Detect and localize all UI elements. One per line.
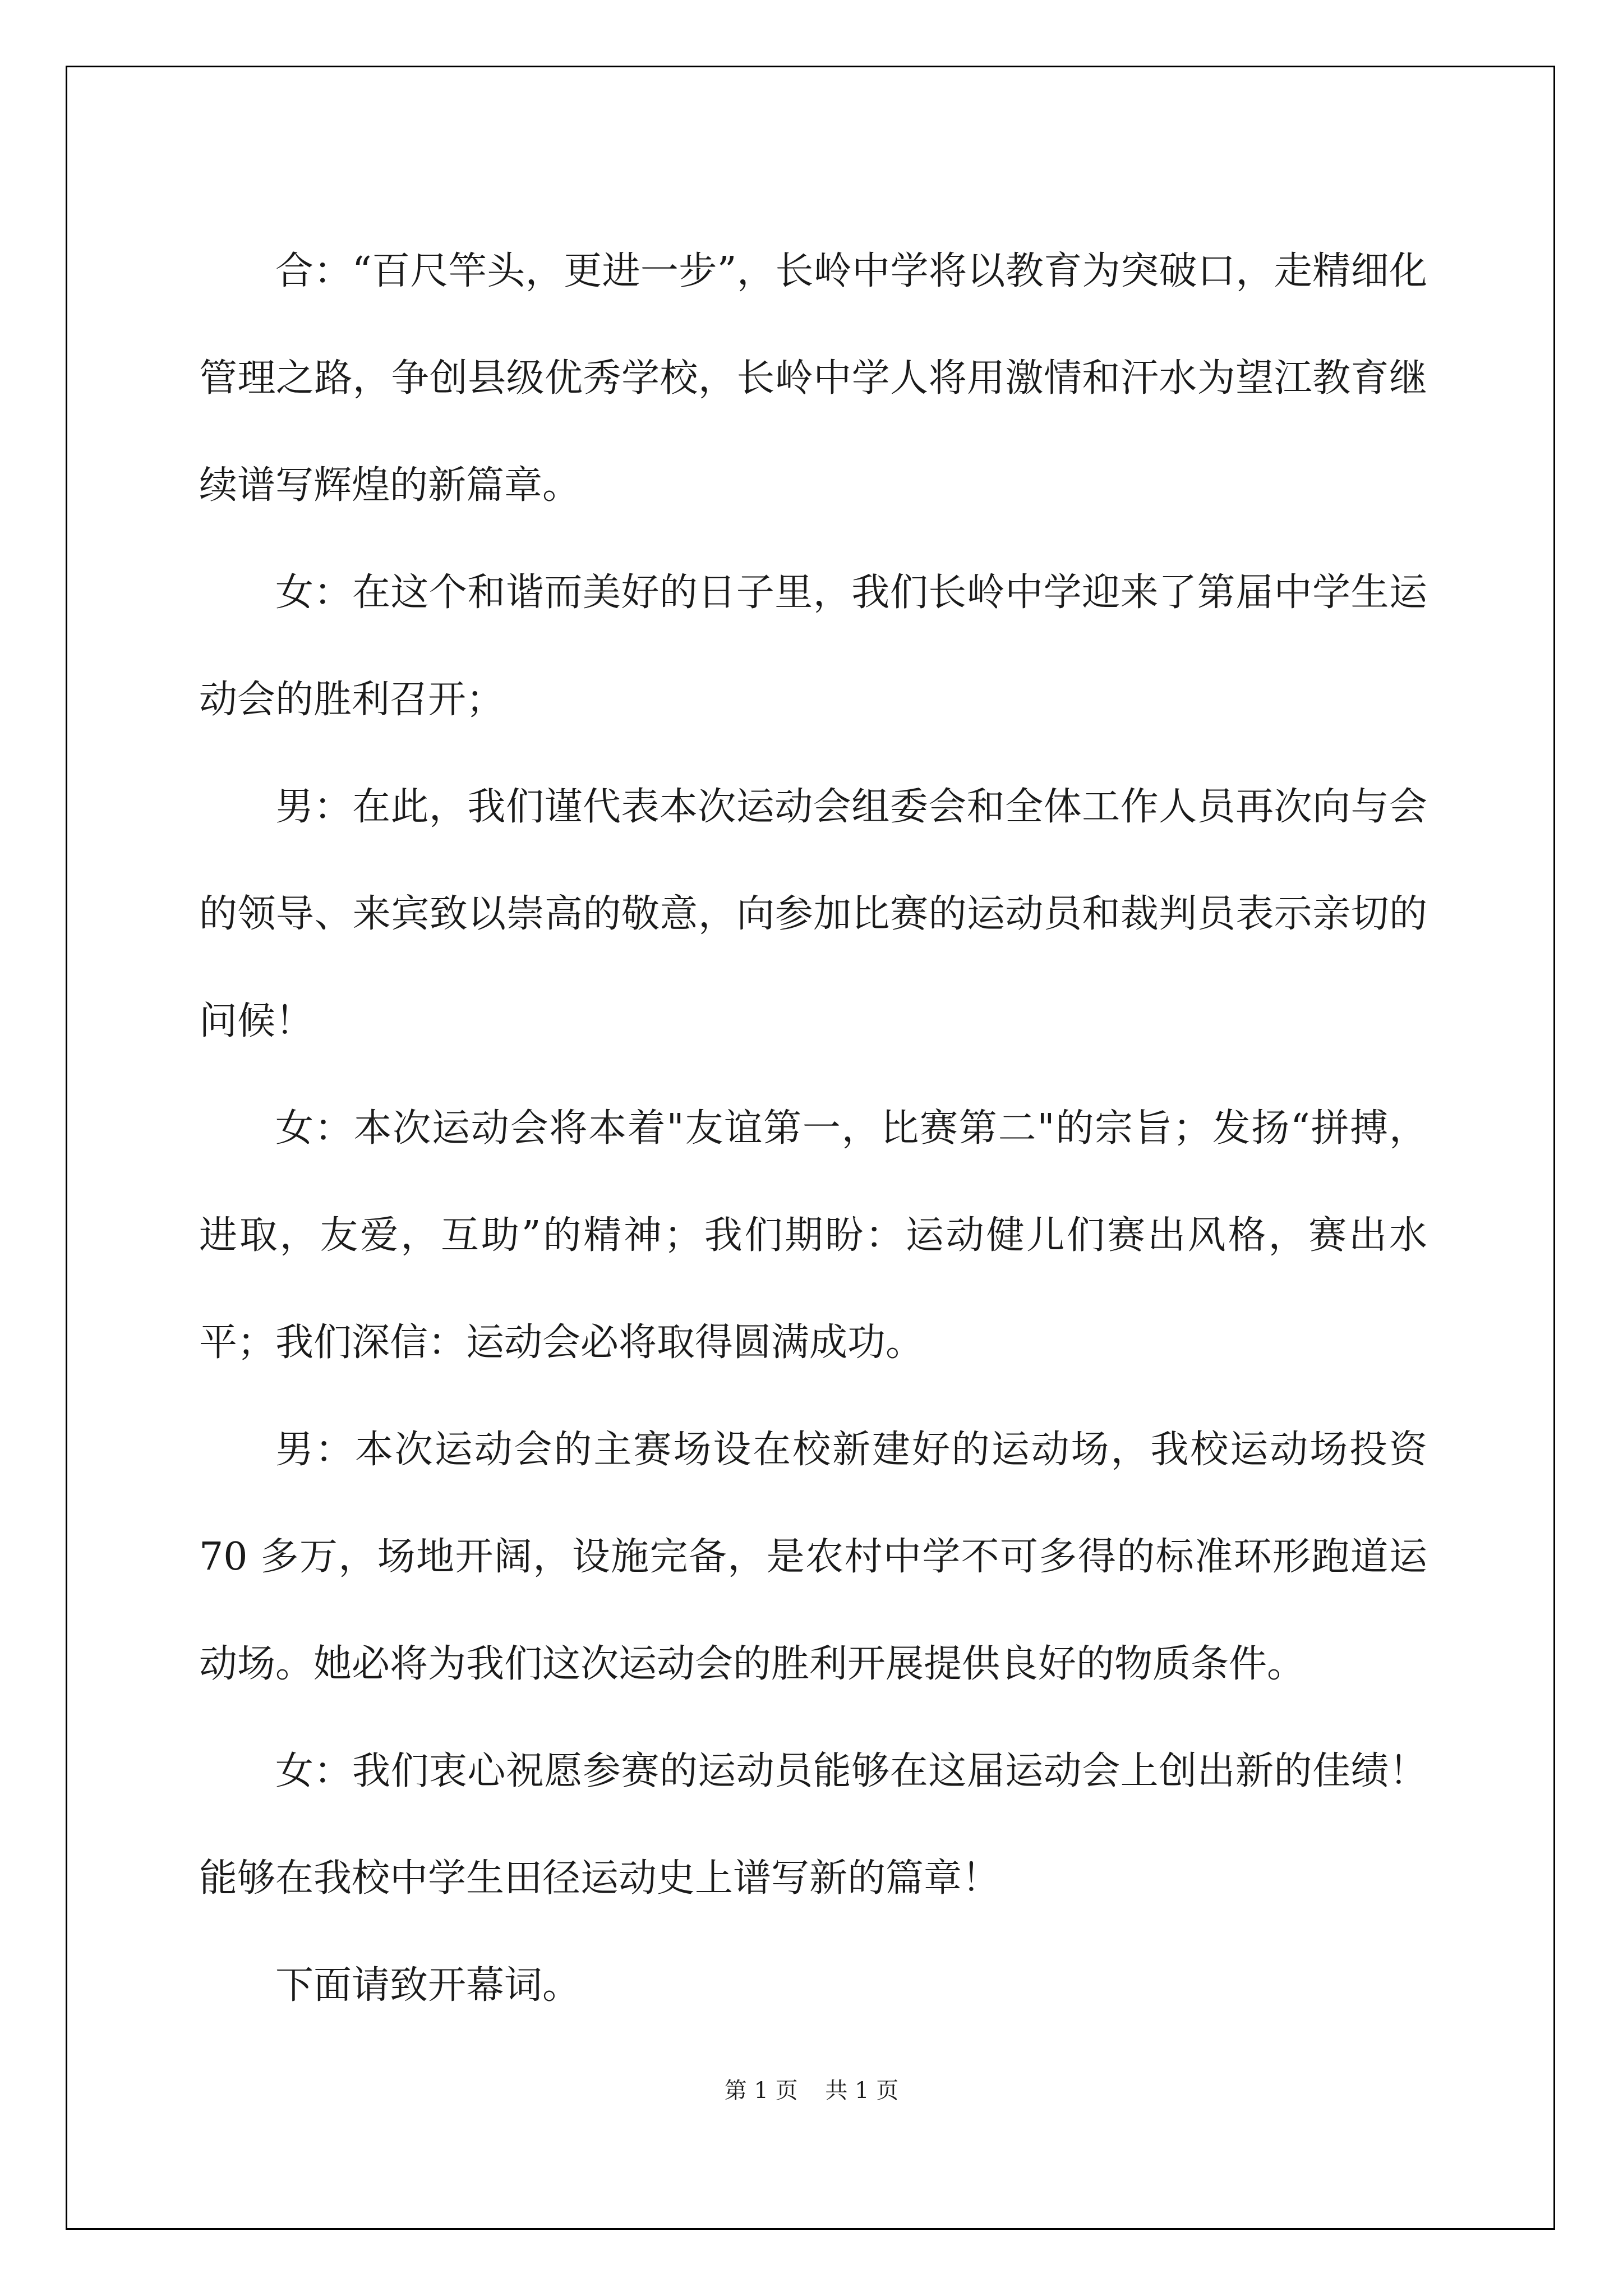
page-total: 共 1 页 <box>825 2078 899 2104</box>
paragraph-6: 女：我们衷心祝愿参赛的运动员能够在这届运动会上创出新的佳绩！能够在我校中学生田径运动史上谱写新的篇章！ <box>199 1749 1427 1901</box>
page-number: 第 1 页 <box>724 2078 798 2104</box>
document-body <box>199 218 1427 2039</box>
paragraph-5: 男：本次运动会的主赛场设在校新建好的运动场，我校运动场投资 70 多万，场地开阔，设施完备，是农村中学不可多得的标准环形跑道运动场。她必将为我们这次运动会的胜利开展提供良好的物质条件。 <box>199 1428 1427 1686</box>
paragraph-7: 下面请致开幕词。 <box>275 1963 581 2008</box>
paragraph-4: 女：本次运动会将本着"友谊第一，比赛第二"的宗旨；发扬“拼搏，进取，友爱，互助”的精神；我们期盼：运动健儿们赛出风格，赛出水平；我们深信：运动会必将取得圆满成功。 <box>199 1106 1427 1365</box>
paragraph-3: 男：在此，我们谨代表本次运动会组委会和全体工作人员再次向与会的领导、来宾致以崇高的敬意，向参加比赛的运动员和裁判员表示亲切的问候！ <box>199 785 1427 1043</box>
paragraph-1: 合：“百尺竿头，更进一步”，长岭中学将以教育为突破口，走精细化管理之路，争创县级优秀学校，长岭中学人将用激情和汗水为望江教育继续谱写辉煌的新篇章。 <box>199 249 1427 508</box>
page-footer <box>0 2077 1623 2105</box>
paragraph-2: 女：在这个和谐而美好的日子里，我们长岭中学迎来了第届中学生运动会的胜利召开； <box>199 570 1427 722</box>
